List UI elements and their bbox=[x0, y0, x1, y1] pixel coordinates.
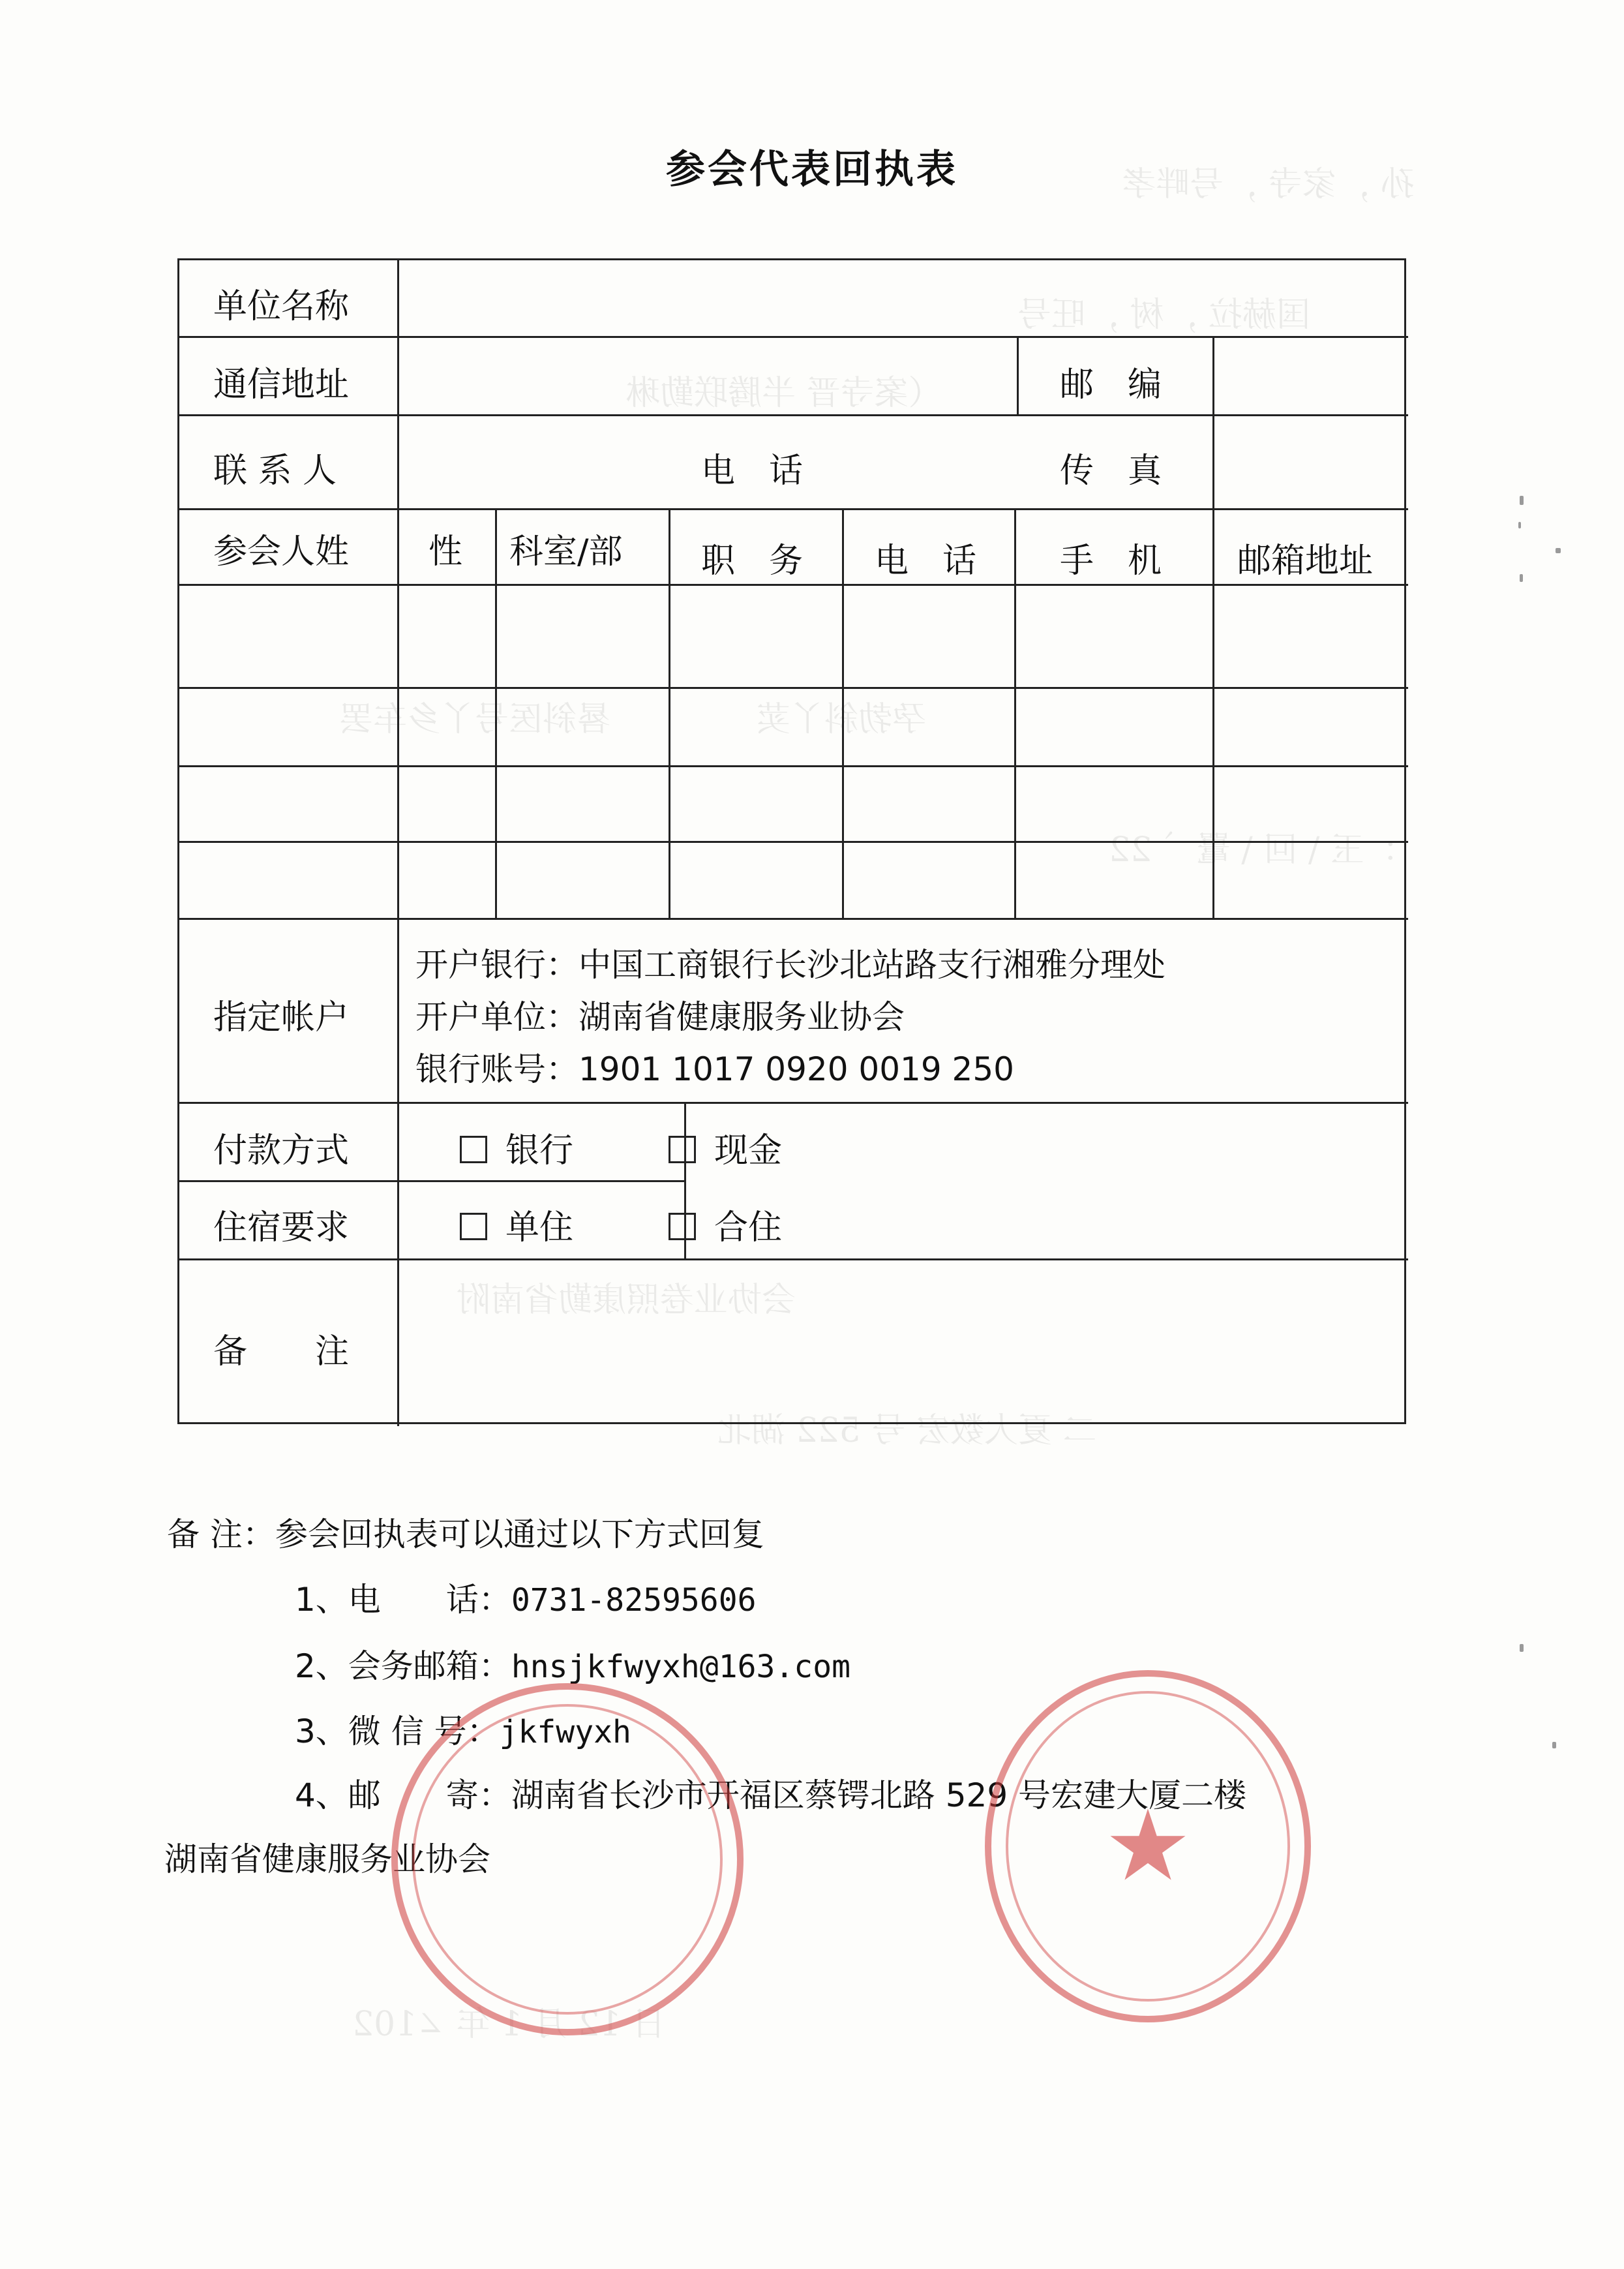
document-page: 孙 ，家寺 ，号畔孝 国赫拉 ，树 ，旺号 （案寺晋 半腾联勤琳 孕勃斜丫荬 晷斜医号丫乡车罢 ：玉 \ 回 \ 鼍 ｀22 会协业卷照康勤省南附 二 夏大数宏 号 522 湖北 日 12 月 1 年 ∠102 参会代表回执表 单位名称 通信地址 邮 编 联 系 人 电 话 传 真 参会人姓 性 科室/部 职 务 电 话 手 机 邮箱地址 指定帐户 开户银行：中国工商银行长沙北站路支行湘雅分理处 开户单位：湖南省健康服务业协会 银行账号：1901 1017 0920 0019 250 付款方式 银行 现金 住宿要求 单住 合住 备 注 备 注：参会回执表可以通过以下方式回复 1、电 话：0731-82595606 2、会务邮箱：hnsjkfwyxh@163.com 3、微 信 号：jkfwyxh 4、邮 寄：湖南省长沙市开福区蔡锷北路 529 号宏建大厦二楼 湖南省健康服务业协会 ★ bbox=[0, 0, 1624, 2269]
note-address-continuation: 湖南省健康服务业协会 bbox=[164, 1840, 490, 1878]
payment-option-cash[interactable]: 现金 bbox=[669, 1123, 782, 1172]
header-phone: 电 话 bbox=[875, 541, 977, 581]
checkbox-icon[interactable] bbox=[669, 1136, 696, 1163]
page-title: 参会代表回执表 bbox=[666, 147, 958, 192]
scan-speck bbox=[1556, 548, 1561, 553]
scan-speck bbox=[1518, 522, 1521, 528]
attendee-row[interactable] bbox=[179, 765, 1408, 841]
scan-speck bbox=[1520, 574, 1523, 582]
header-mobile: 手 机 bbox=[1060, 541, 1162, 581]
attendee-row[interactable] bbox=[179, 687, 1408, 765]
note-mailing-address: 4、邮 寄：湖南省长沙市开福区蔡锷北路 529 号宏建大厦二楼 bbox=[295, 1776, 1247, 1814]
label-phone: 电 话 bbox=[701, 451, 804, 491]
label-remarks: 备 注 bbox=[213, 1332, 350, 1371]
attendee-row[interactable] bbox=[179, 584, 1408, 687]
note-email: 2、会务邮箱：hnsjkfwyxh@163.com bbox=[295, 1647, 850, 1685]
checkbox-icon[interactable] bbox=[460, 1213, 487, 1240]
note-phone: 1、电 话：0731-82595606 bbox=[295, 1581, 757, 1619]
scan-speck bbox=[1552, 1742, 1556, 1748]
star-icon: ★ bbox=[1104, 1789, 1192, 1903]
scan-speck bbox=[1520, 496, 1524, 505]
account-number: 银行账号：1901 1017 0920 0019 250 bbox=[415, 1050, 1014, 1088]
registration-form-table bbox=[177, 258, 1406, 1424]
account-bank: 开户银行：中国工商银行长沙北站路支行湘雅分理处 bbox=[415, 946, 1165, 984]
note-wechat: 3、微 信 号：jkfwyxh bbox=[295, 1713, 631, 1750]
label-contact: 联 系 人 bbox=[213, 451, 337, 491]
notes-heading: 备 注：参会回执表可以通过以下方式回复 bbox=[167, 1515, 764, 1553]
payment-option-bank[interactable]: 银行 bbox=[460, 1123, 573, 1172]
label-fax: 传 真 bbox=[1060, 451, 1162, 491]
lodging-option-shared[interactable]: 合住 bbox=[669, 1200, 782, 1249]
checkbox-icon[interactable] bbox=[669, 1213, 696, 1240]
attendee-row[interactable] bbox=[179, 841, 1408, 918]
left-seal bbox=[391, 1683, 744, 2035]
account-holder: 开户单位：湖南省健康服务业协会 bbox=[415, 998, 905, 1036]
right-seal bbox=[985, 1670, 1311, 2022]
label-payment-method: 付款方式 bbox=[213, 1131, 350, 1170]
header-department: 科室/部 bbox=[509, 532, 623, 571]
remarks-field[interactable] bbox=[400, 1261, 1404, 1423]
label-address: 通信地址 bbox=[213, 365, 350, 404]
label-lodging: 住宿要求 bbox=[213, 1208, 350, 1247]
lodging-option-single[interactable]: 单住 bbox=[460, 1200, 573, 1249]
header-email: 邮箱地址 bbox=[1237, 541, 1374, 581]
header-position: 职 务 bbox=[701, 541, 804, 581]
label-unit-name: 单位名称 bbox=[213, 287, 350, 326]
scan-speck bbox=[1520, 1644, 1524, 1652]
checkbox-icon[interactable] bbox=[460, 1136, 487, 1163]
header-attendee-name: 参会人姓 bbox=[213, 532, 350, 571]
label-designated-account: 指定帐户 bbox=[213, 998, 350, 1037]
label-postcode: 邮 编 bbox=[1060, 365, 1162, 404]
header-gender: 性 bbox=[429, 532, 463, 571]
